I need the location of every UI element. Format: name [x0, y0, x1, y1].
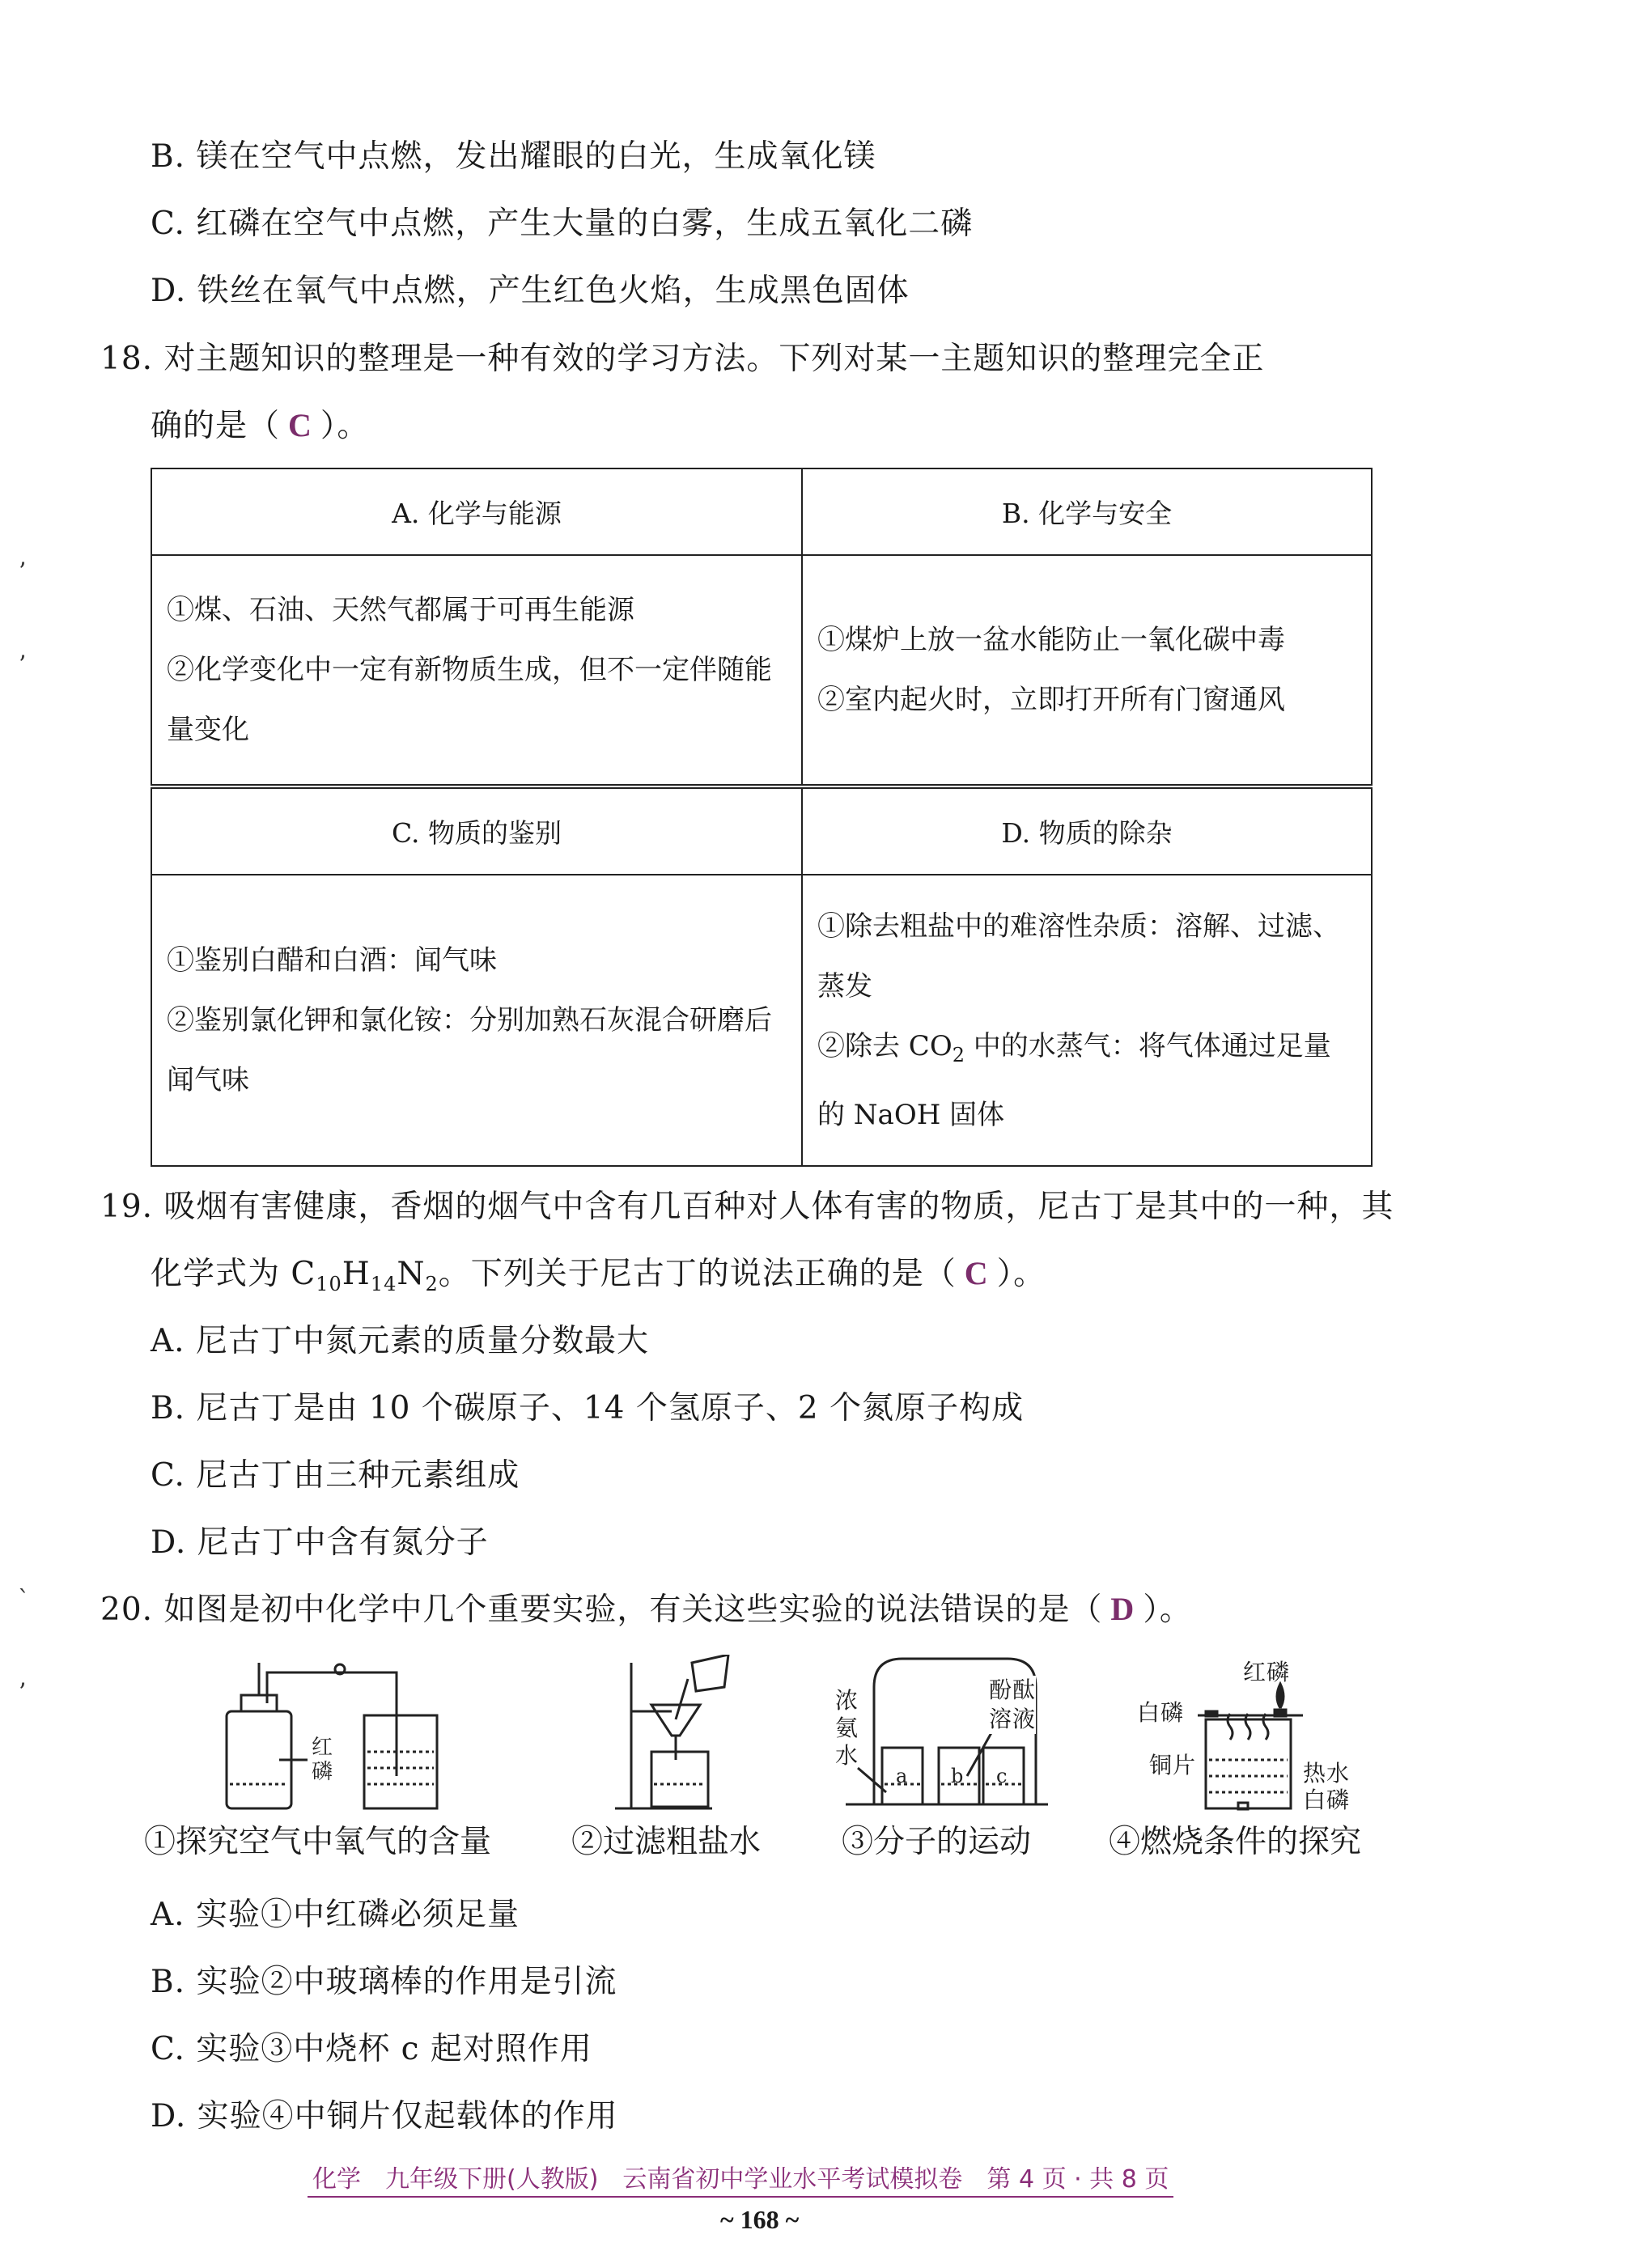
table-d-item2-cont: 的 NaOH 固体 [817, 1098, 1005, 1131]
fig3-label-ammonia-3: 水 [835, 1742, 859, 1769]
table-title-d: D. 物质的除杂 [802, 786, 1372, 875]
fig3-beaker-b: b [951, 1765, 964, 1787]
q19-sub-14: 14 [370, 1273, 397, 1295]
q19-option-d: D. 尼古丁中含有氮分子 [151, 1524, 489, 1561]
table-d-item2 [817, 1016, 1356, 1085]
fig4-caption: ④燃烧条件的探究 [1109, 1824, 1362, 1860]
table-cell-b [802, 555, 1372, 786]
q20-answer: D [1110, 1591, 1135, 1627]
q20-stem-suffix: ）。 [1143, 1592, 1192, 1628]
table-cell-c [151, 875, 802, 1166]
table-a-item2-cont: 量变化 [167, 714, 249, 746]
q19-n: N [397, 1256, 426, 1292]
q20-option-c: C. 实验③中烧杯 c 起对照作用 [151, 2031, 592, 2067]
table-d-item1-cont: 蒸发 [817, 969, 872, 1003]
q17-option-c: C. 红磷在空气中点燃，产生大量的白雾，生成五氧化二磷 [151, 206, 974, 242]
fig1-caption: ①探究空气中氧气的含量 [144, 1824, 492, 1860]
fig3-beaker-a: a [896, 1765, 908, 1787]
margin-mark: ʼ [18, 651, 26, 680]
q18-table [151, 468, 1373, 1167]
table-a-item1: ①煤、石油、天然气都属于可再生能源 [167, 594, 634, 626]
table-cell-a [151, 555, 802, 786]
fig4-label-hot-water: 热水 [1303, 1760, 1351, 1787]
q20-option-a: A. 实验①中红磷必须足量 [151, 1897, 520, 1933]
fig3-caption: ③分子的运动 [842, 1824, 1032, 1860]
page-footer: 化学 九年级下册(人教版) 云南省初中学业水平考试模拟卷 第 4 页 · 共 8 页 [308, 2159, 1173, 2198]
q18-stem-prefix: 确的是（ [151, 408, 281, 444]
table-title-c: C. 物质的鉴别 [151, 786, 802, 875]
margin-mark: ʼ [18, 1679, 26, 1707]
q19-sub-2: 2 [425, 1273, 439, 1295]
fig3-label-ammonia-2: 氨 [835, 1715, 859, 1741]
fig1-label-red: 红 [312, 1736, 333, 1760]
fig4-label-red-phosphorus: 红磷 [1243, 1659, 1291, 1685]
fig3-label-phenol-2: 溶液 [989, 1706, 1037, 1732]
q17-option-b: B. 镁在空气中点燃，发出耀眼的白光，生成氧化镁 [151, 138, 876, 175]
q19-h: H [342, 1256, 371, 1292]
table-d-item2-a: ②除去 CO [817, 1029, 953, 1062]
q20-option-b: B. 实验②中玻璃棒的作用是引流 [151, 1964, 617, 2000]
page-number: ~ 168 ~ [720, 2205, 800, 2234]
table-c-item1: ①鉴别白醋和白酒：闻气味 [167, 944, 497, 977]
q18-stem-line1: 18. 对主题知识的整理是一种有效的学习方法。下列对某一主题知识的整理完全正 [100, 341, 1265, 377]
q19-sub-10: 10 [316, 1273, 342, 1295]
table-d-item1: ①除去粗盐中的难溶性杂质：溶解、过滤、 [817, 909, 1340, 943]
fig1-oxygen-apparatus [219, 1655, 445, 1817]
margin-mark: ʼ [18, 558, 26, 587]
table-title-a: A. 化学与能源 [151, 468, 802, 555]
table-d-co2-subscript: 2 [952, 1043, 965, 1066]
fig3-label-phenol-1: 酚酞 [989, 1677, 1037, 1703]
table-d-item2-b: 中的水蒸气：将气体通过足量 [964, 1029, 1331, 1062]
q19-stem-line2 [151, 1248, 1046, 1295]
fig4-label-white-phosphorus-top: 白磷 [1137, 1699, 1185, 1726]
q19-formula-prefix: 化学式为 C [151, 1256, 316, 1292]
q18-stem-line2 [151, 401, 369, 446]
table-b-item1: ①煤炉上放一盆水能防止一氧化碳中毒 [817, 624, 1285, 656]
table-cell-d [802, 875, 1372, 1166]
fig2-caption: ②过滤粗盐水 [571, 1824, 762, 1860]
table-c-item2: ②鉴别氯化钾和氯化铵：分别加熟石灰混合研磨后 [167, 1004, 772, 1036]
fig3-label-phenolphthalein [989, 1676, 1036, 1734]
q18-stem-suffix: ）。 [320, 408, 370, 444]
q19-stem-end: ）。 [996, 1256, 1046, 1292]
q18-answer: C [288, 407, 312, 443]
table-title-b: B. 化学与安全 [802, 468, 1372, 555]
fig3-label-ammonia [835, 1687, 863, 1770]
q20-option-d: D. 实验④中铜片仅起载体的作用 [151, 2098, 618, 2134]
fig2-filtration-apparatus [615, 1655, 745, 1817]
q19-stem-suffix: 。下列关于尼古丁的说法正确的是（ [438, 1256, 957, 1292]
q17-option-d: D. 铁丝在氧气中点燃，产生红色火焰，生成黑色固体 [151, 273, 910, 309]
fig1-label-phosphorus: 磷 [312, 1760, 333, 1784]
table-c-item2-cont: 闻气味 [167, 1064, 249, 1096]
q19-answer: C [964, 1255, 989, 1291]
table-b-item2: ②室内起火时，立即打开所有门窗通风 [817, 684, 1285, 716]
q19-option-b: B. 尼古丁是由 10 个碳原子、14 个氢原子、2 个氮原子构成 [151, 1390, 1025, 1427]
table-a-item2: ②化学变化中一定有新物质生成，但不一定伴随能 [167, 654, 772, 686]
fig4-label-copper: 铜片 [1149, 1752, 1197, 1778]
q19-option-a: A. 尼古丁中氮元素的质量分数最大 [151, 1323, 649, 1359]
margin-mark: ˋ [18, 1586, 30, 1614]
q20-stem [100, 1584, 1192, 1630]
q19-option-c: C. 尼古丁由三种元素组成 [151, 1457, 520, 1494]
fig4-label-white-phosphorus-bottom: 白磷 [1303, 1787, 1351, 1813]
fig3-label-ammonia-1: 浓 [835, 1687, 859, 1714]
q20-stem-prefix: 20. 如图是初中化学中几个重要实验，有关这些实验的说法错误的是（ [100, 1592, 1103, 1628]
q19-stem-line1: 19. 吸烟有害健康，香烟的烟气中含有几百种对人体有害的物质，尼古丁是其中的一种，其 [100, 1189, 1394, 1225]
fig3-beaker-c: c [996, 1765, 1008, 1787]
